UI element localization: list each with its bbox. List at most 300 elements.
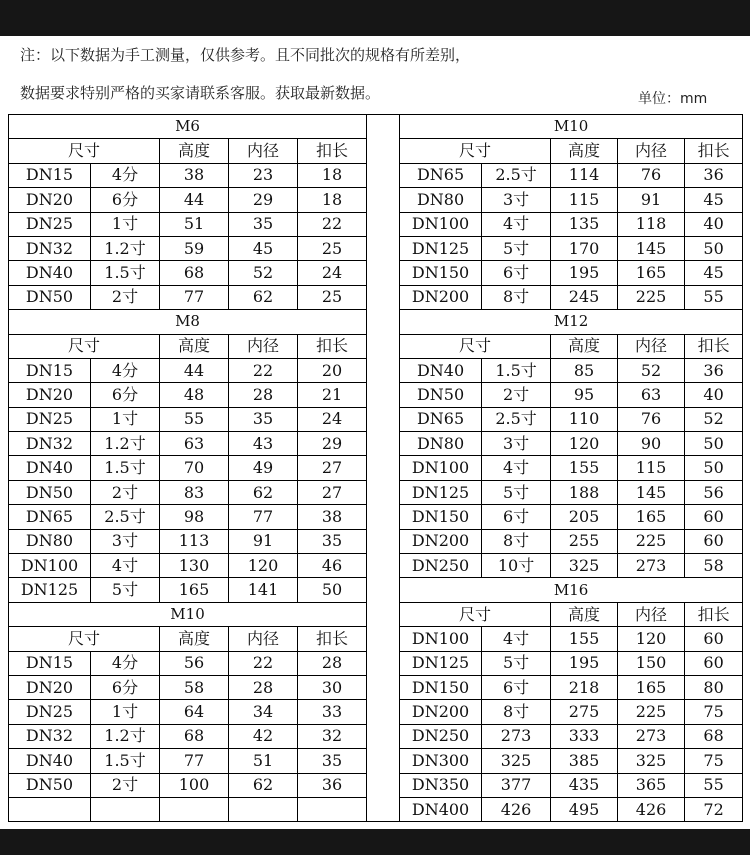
- header-height: 高度: [160, 139, 229, 163]
- cell-inner-diameter: 145: [618, 236, 685, 260]
- cell-thread-length: 46: [298, 554, 367, 578]
- cell-dn-size: DN200: [400, 529, 482, 553]
- table-row: [9, 358, 743, 382]
- cell-thread-length: 20: [298, 358, 367, 382]
- table-row: [9, 797, 743, 821]
- table-row: [9, 383, 743, 407]
- table-row: [9, 773, 743, 797]
- cell-inch-size: 3寸: [482, 432, 551, 456]
- header-thread-length: 扣长: [298, 627, 367, 651]
- cell-thread-length: 56: [685, 480, 743, 504]
- cell-inner-diameter: 62: [229, 480, 298, 504]
- cell-thread-length: 40: [685, 383, 743, 407]
- cell-inch-size: 1.5寸: [91, 456, 160, 480]
- cell-height: 110: [551, 407, 618, 431]
- cell-inner-diameter: 51: [229, 749, 298, 773]
- cell-height: 68: [160, 261, 229, 285]
- header-size: 尺寸: [400, 139, 551, 163]
- column-separator: [367, 554, 400, 578]
- header-height: 高度: [160, 627, 229, 651]
- table-row: [9, 505, 743, 529]
- table-row: [9, 675, 743, 699]
- cell-height: 195: [551, 651, 618, 675]
- table-row: [9, 627, 743, 651]
- cell-inch-size: 4分: [91, 163, 160, 187]
- column-separator: [367, 700, 400, 724]
- cell-height: 333: [551, 724, 618, 748]
- column-separator: [367, 627, 400, 651]
- cell-height: 275: [551, 700, 618, 724]
- cell-thread-length: 45: [685, 188, 743, 212]
- cell-inch-size: 377: [482, 773, 551, 797]
- left-empty-cell: [229, 797, 298, 821]
- cell-inch-size: 4寸: [482, 627, 551, 651]
- cell-inch-size: 2.5寸: [482, 163, 551, 187]
- cell-thread-length: 45: [685, 261, 743, 285]
- column-separator: [367, 310, 400, 334]
- cell-inner-diameter: 52: [229, 261, 298, 285]
- cell-inner-diameter: 145: [618, 480, 685, 504]
- cell-dn-size: DN65: [400, 163, 482, 187]
- cell-height: 114: [551, 163, 618, 187]
- cell-inner-diameter: 225: [618, 285, 685, 309]
- left-empty-cell: [298, 797, 367, 821]
- cell-dn-size: DN100: [400, 627, 482, 651]
- cell-height: 55: [160, 407, 229, 431]
- cell-dn-size: DN40: [9, 749, 91, 773]
- column-separator: [367, 675, 400, 699]
- column-separator: [367, 529, 400, 553]
- table-row: [9, 236, 743, 260]
- cell-dn-size: DN15: [9, 651, 91, 675]
- cell-dn-size: DN40: [400, 358, 482, 382]
- column-separator: [367, 188, 400, 212]
- cell-thread-length: 50: [685, 236, 743, 260]
- column-separator: [367, 163, 400, 187]
- header-size: 尺寸: [400, 334, 551, 358]
- cell-height: 48: [160, 383, 229, 407]
- cell-inch-size: 325: [482, 749, 551, 773]
- cell-inner-diameter: 43: [229, 432, 298, 456]
- column-separator: [367, 285, 400, 309]
- table-row: [9, 700, 743, 724]
- cell-height: 385: [551, 749, 618, 773]
- cell-height: 170: [551, 236, 618, 260]
- column-separator: [367, 383, 400, 407]
- cell-thread-length: 36: [685, 163, 743, 187]
- table-row: [9, 115, 743, 139]
- column-separator: [367, 773, 400, 797]
- cell-thread-length: 68: [685, 724, 743, 748]
- cell-inch-size: 6寸: [482, 261, 551, 285]
- cell-inch-size: 6寸: [482, 675, 551, 699]
- table-row: [9, 651, 743, 675]
- cell-inch-size: 3寸: [91, 529, 160, 553]
- cell-inner-diameter: 165: [618, 505, 685, 529]
- cell-height: 205: [551, 505, 618, 529]
- cell-thread-length: 50: [685, 456, 743, 480]
- column-separator: [367, 749, 400, 773]
- cell-inch-size: 1.5寸: [91, 749, 160, 773]
- table-row: [9, 285, 743, 309]
- cell-inner-diameter: 52: [618, 358, 685, 382]
- table-row: [9, 334, 743, 358]
- cell-thread-length: 29: [298, 432, 367, 456]
- cell-dn-size: DN20: [9, 188, 91, 212]
- cell-inner-diameter: 62: [229, 285, 298, 309]
- cell-inner-diameter: 22: [229, 358, 298, 382]
- cell-dn-size: DN32: [9, 236, 91, 260]
- cell-dn-size: DN150: [400, 675, 482, 699]
- cell-inch-size: 5寸: [482, 480, 551, 504]
- table-title: M12: [400, 310, 743, 334]
- cell-height: 44: [160, 358, 229, 382]
- cell-dn-size: DN15: [9, 163, 91, 187]
- header-thread-length: 扣长: [685, 602, 743, 626]
- cell-inner-diameter: 150: [618, 651, 685, 675]
- cell-inner-diameter: 35: [229, 407, 298, 431]
- header-height: 高度: [551, 334, 618, 358]
- cell-height: 63: [160, 432, 229, 456]
- cell-height: 435: [551, 773, 618, 797]
- cell-inner-diameter: 63: [618, 383, 685, 407]
- header-height: 高度: [160, 334, 229, 358]
- cell-thread-length: 60: [685, 505, 743, 529]
- cell-dn-size: DN300: [400, 749, 482, 773]
- cell-dn-size: DN40: [9, 261, 91, 285]
- cell-dn-size: DN32: [9, 432, 91, 456]
- cell-dn-size: DN65: [9, 505, 91, 529]
- header-inner-diameter: 内径: [618, 139, 685, 163]
- cell-inner-diameter: 273: [618, 724, 685, 748]
- cell-thread-length: 80: [685, 675, 743, 699]
- table-row: [9, 212, 743, 236]
- cell-dn-size: DN125: [400, 480, 482, 504]
- table-row: [9, 407, 743, 431]
- column-separator: [367, 480, 400, 504]
- table-row: [9, 724, 743, 748]
- header-inner-diameter: 内径: [618, 334, 685, 358]
- cell-dn-size: DN100: [400, 212, 482, 236]
- cell-thread-length: 35: [298, 749, 367, 773]
- cell-thread-length: 60: [685, 529, 743, 553]
- cell-inner-diameter: 62: [229, 773, 298, 797]
- cell-inch-size: 2.5寸: [482, 407, 551, 431]
- table-row: [9, 432, 743, 456]
- cell-inch-size: 426: [482, 797, 551, 821]
- cell-thread-length: 55: [685, 285, 743, 309]
- cell-dn-size: DN350: [400, 773, 482, 797]
- header-height: 高度: [551, 139, 618, 163]
- left-empty-cell: [9, 797, 91, 821]
- table-row: [9, 480, 743, 504]
- cell-inch-size: 6分: [91, 188, 160, 212]
- cell-height: 100: [160, 773, 229, 797]
- cell-inch-size: 273: [482, 724, 551, 748]
- cell-inner-diameter: 141: [229, 578, 298, 602]
- cell-inch-size: 1.2寸: [91, 236, 160, 260]
- cell-dn-size: DN32: [9, 724, 91, 748]
- cell-inch-size: 4分: [91, 358, 160, 382]
- cell-height: 77: [160, 285, 229, 309]
- table-row: [9, 529, 743, 553]
- cell-height: 155: [551, 456, 618, 480]
- cell-inner-diameter: 225: [618, 529, 685, 553]
- cell-height: 83: [160, 480, 229, 504]
- cell-inch-size: 1.5寸: [91, 261, 160, 285]
- cell-height: 113: [160, 529, 229, 553]
- cell-inch-size: 1寸: [91, 212, 160, 236]
- header-thread-length: 扣长: [685, 334, 743, 358]
- column-separator: [367, 505, 400, 529]
- cell-thread-length: 58: [685, 554, 743, 578]
- cell-thread-length: 25: [298, 285, 367, 309]
- cell-thread-length: 50: [685, 432, 743, 456]
- column-separator: [367, 115, 400, 139]
- cell-inner-diameter: 273: [618, 554, 685, 578]
- cell-inch-size: 6寸: [482, 505, 551, 529]
- header-size: 尺寸: [400, 602, 551, 626]
- cell-height: 77: [160, 749, 229, 773]
- cell-height: 115: [551, 188, 618, 212]
- cell-height: 44: [160, 188, 229, 212]
- cell-thread-length: 75: [685, 700, 743, 724]
- cell-inner-diameter: 115: [618, 456, 685, 480]
- cell-inch-size: 4寸: [482, 212, 551, 236]
- column-separator: [367, 407, 400, 431]
- cell-thread-length: 60: [685, 627, 743, 651]
- table-row: [9, 749, 743, 773]
- cell-dn-size: DN100: [9, 554, 91, 578]
- cell-thread-length: 35: [298, 529, 367, 553]
- column-separator: [367, 334, 400, 358]
- cell-inner-diameter: 325: [618, 749, 685, 773]
- cell-inner-diameter: 225: [618, 700, 685, 724]
- cell-dn-size: DN50: [9, 773, 91, 797]
- cell-inch-size: 2.5寸: [91, 505, 160, 529]
- cell-dn-size: DN25: [9, 407, 91, 431]
- table-row: [9, 261, 743, 285]
- header-thread-length: 扣长: [298, 139, 367, 163]
- cell-inner-diameter: 165: [618, 261, 685, 285]
- cell-dn-size: DN100: [400, 456, 482, 480]
- cell-thread-length: 50: [298, 578, 367, 602]
- cell-inch-size: 1.2寸: [91, 724, 160, 748]
- cell-height: 130: [160, 554, 229, 578]
- column-separator: [367, 602, 400, 626]
- cell-inner-diameter: 365: [618, 773, 685, 797]
- unit-label: 单位：mm: [638, 91, 708, 107]
- cell-dn-size: DN250: [400, 554, 482, 578]
- cell-inner-diameter: 23: [229, 163, 298, 187]
- cell-inch-size: 8寸: [482, 529, 551, 553]
- header-inner-diameter: 内径: [618, 602, 685, 626]
- cell-dn-size: DN25: [9, 700, 91, 724]
- cell-thread-length: 72: [685, 797, 743, 821]
- cell-thread-length: 36: [298, 773, 367, 797]
- cell-height: 165: [160, 578, 229, 602]
- header-inner-diameter: 内径: [229, 627, 298, 651]
- cell-thread-length: 28: [298, 651, 367, 675]
- cell-inch-size: 2寸: [91, 773, 160, 797]
- cell-inch-size: 5寸: [482, 236, 551, 260]
- cell-inch-size: 4寸: [91, 554, 160, 578]
- cell-inner-diameter: 42: [229, 724, 298, 748]
- table-row: [9, 163, 743, 187]
- cell-height: 95: [551, 383, 618, 407]
- cell-dn-size: DN40: [9, 456, 91, 480]
- cell-inch-size: 8寸: [482, 700, 551, 724]
- cell-height: 195: [551, 261, 618, 285]
- table-row: [9, 310, 743, 334]
- cell-inner-diameter: 91: [618, 188, 685, 212]
- cell-dn-size: DN25: [9, 212, 91, 236]
- column-separator: [367, 432, 400, 456]
- table-row: [9, 456, 743, 480]
- cell-inner-diameter: 120: [618, 627, 685, 651]
- note-line-1: 注：以下数据为手工测量，仅供参考。且不同批次的规格有所差别，: [20, 46, 471, 64]
- cell-inch-size: 1寸: [91, 700, 160, 724]
- cell-height: 218: [551, 675, 618, 699]
- cell-height: 188: [551, 480, 618, 504]
- cell-dn-size: DN150: [400, 505, 482, 529]
- cell-height: 245: [551, 285, 618, 309]
- table-title: M10: [9, 602, 367, 626]
- cell-inch-size: 6分: [91, 675, 160, 699]
- cell-height: 64: [160, 700, 229, 724]
- left-empty-cell: [160, 797, 229, 821]
- cell-thread-length: 25: [298, 236, 367, 260]
- header-size: 尺寸: [9, 334, 160, 358]
- cell-dn-size: DN80: [400, 432, 482, 456]
- cell-height: 58: [160, 675, 229, 699]
- cell-inner-diameter: 22: [229, 651, 298, 675]
- cell-height: 70: [160, 456, 229, 480]
- note-line-2: 数据要求特别严格的买家请联系客服。获取最新数据。: [20, 84, 381, 102]
- cell-height: 325: [551, 554, 618, 578]
- cell-dn-size: DN250: [400, 724, 482, 748]
- column-separator: [367, 651, 400, 675]
- header-thread-length: 扣长: [298, 334, 367, 358]
- cell-height: 85: [551, 358, 618, 382]
- size-table: [8, 114, 743, 822]
- cell-inch-size: 2寸: [91, 285, 160, 309]
- cell-inner-diameter: 29: [229, 188, 298, 212]
- header-inner-diameter: 内径: [229, 334, 298, 358]
- cell-inch-size: 5寸: [91, 578, 160, 602]
- table-title: M16: [400, 578, 743, 602]
- header-thread-length: 扣长: [685, 139, 743, 163]
- cell-inch-size: 5寸: [482, 651, 551, 675]
- cell-height: 38: [160, 163, 229, 187]
- cell-thread-length: 18: [298, 163, 367, 187]
- cell-dn-size: DN50: [9, 480, 91, 504]
- cell-dn-size: DN200: [400, 285, 482, 309]
- cell-dn-size: DN20: [9, 675, 91, 699]
- table-row: [9, 554, 743, 578]
- cell-height: 495: [551, 797, 618, 821]
- cell-dn-size: DN50: [400, 383, 482, 407]
- cell-thread-length: 27: [298, 480, 367, 504]
- cell-inner-diameter: 120: [229, 554, 298, 578]
- cell-thread-length: 55: [685, 773, 743, 797]
- header-inner-diameter: 内径: [229, 139, 298, 163]
- table-row: [9, 139, 743, 163]
- cell-height: 98: [160, 505, 229, 529]
- cell-thread-length: 27: [298, 456, 367, 480]
- cell-inch-size: 3寸: [482, 188, 551, 212]
- cell-dn-size: DN125: [400, 236, 482, 260]
- cell-thread-length: 24: [298, 261, 367, 285]
- cell-inch-size: 10寸: [482, 554, 551, 578]
- table-title: M10: [400, 115, 743, 139]
- header-size: 尺寸: [9, 139, 160, 163]
- cell-thread-length: 30: [298, 675, 367, 699]
- cell-inch-size: 2寸: [482, 383, 551, 407]
- column-separator: [367, 358, 400, 382]
- cell-thread-length: 52: [685, 407, 743, 431]
- cell-thread-length: 22: [298, 212, 367, 236]
- cell-thread-length: 40: [685, 212, 743, 236]
- cell-inch-size: 2寸: [91, 480, 160, 504]
- cell-dn-size: DN125: [400, 651, 482, 675]
- cell-dn-size: DN150: [400, 261, 482, 285]
- cell-inner-diameter: 165: [618, 675, 685, 699]
- cell-dn-size: DN400: [400, 797, 482, 821]
- cell-dn-size: DN80: [9, 529, 91, 553]
- cell-inch-size: 8寸: [482, 285, 551, 309]
- cell-inner-diameter: 28: [229, 675, 298, 699]
- cell-height: 59: [160, 236, 229, 260]
- cell-height: 56: [160, 651, 229, 675]
- column-separator: [367, 456, 400, 480]
- cell-inner-diameter: 35: [229, 212, 298, 236]
- cell-height: 68: [160, 724, 229, 748]
- spec-sheet: [0, 36, 750, 829]
- cell-inch-size: 6分: [91, 383, 160, 407]
- cell-inner-diameter: 77: [229, 505, 298, 529]
- cell-dn-size: DN50: [9, 285, 91, 309]
- column-separator: [367, 578, 400, 602]
- cell-inch-size: 1.5寸: [482, 358, 551, 382]
- column-separator: [367, 139, 400, 163]
- cell-inner-diameter: 91: [229, 529, 298, 553]
- cell-inner-diameter: 426: [618, 797, 685, 821]
- cell-height: 255: [551, 529, 618, 553]
- column-separator: [367, 261, 400, 285]
- cell-inner-diameter: 76: [618, 407, 685, 431]
- cell-inner-diameter: 28: [229, 383, 298, 407]
- header-height: 高度: [551, 602, 618, 626]
- cell-height: 120: [551, 432, 618, 456]
- cell-inner-diameter: 49: [229, 456, 298, 480]
- cell-dn-size: DN20: [9, 383, 91, 407]
- cell-inch-size: 4分: [91, 651, 160, 675]
- cell-dn-size: DN125: [9, 578, 91, 602]
- cell-thread-length: 38: [298, 505, 367, 529]
- cell-height: 51: [160, 212, 229, 236]
- cell-thread-length: 24: [298, 407, 367, 431]
- table-title: M6: [9, 115, 367, 139]
- cell-inner-diameter: 34: [229, 700, 298, 724]
- cell-height: 135: [551, 212, 618, 236]
- cell-thread-length: 32: [298, 724, 367, 748]
- cell-thread-length: 33: [298, 700, 367, 724]
- cell-thread-length: 21: [298, 383, 367, 407]
- column-separator: [367, 236, 400, 260]
- cell-dn-size: DN80: [400, 188, 482, 212]
- cell-thread-length: 75: [685, 749, 743, 773]
